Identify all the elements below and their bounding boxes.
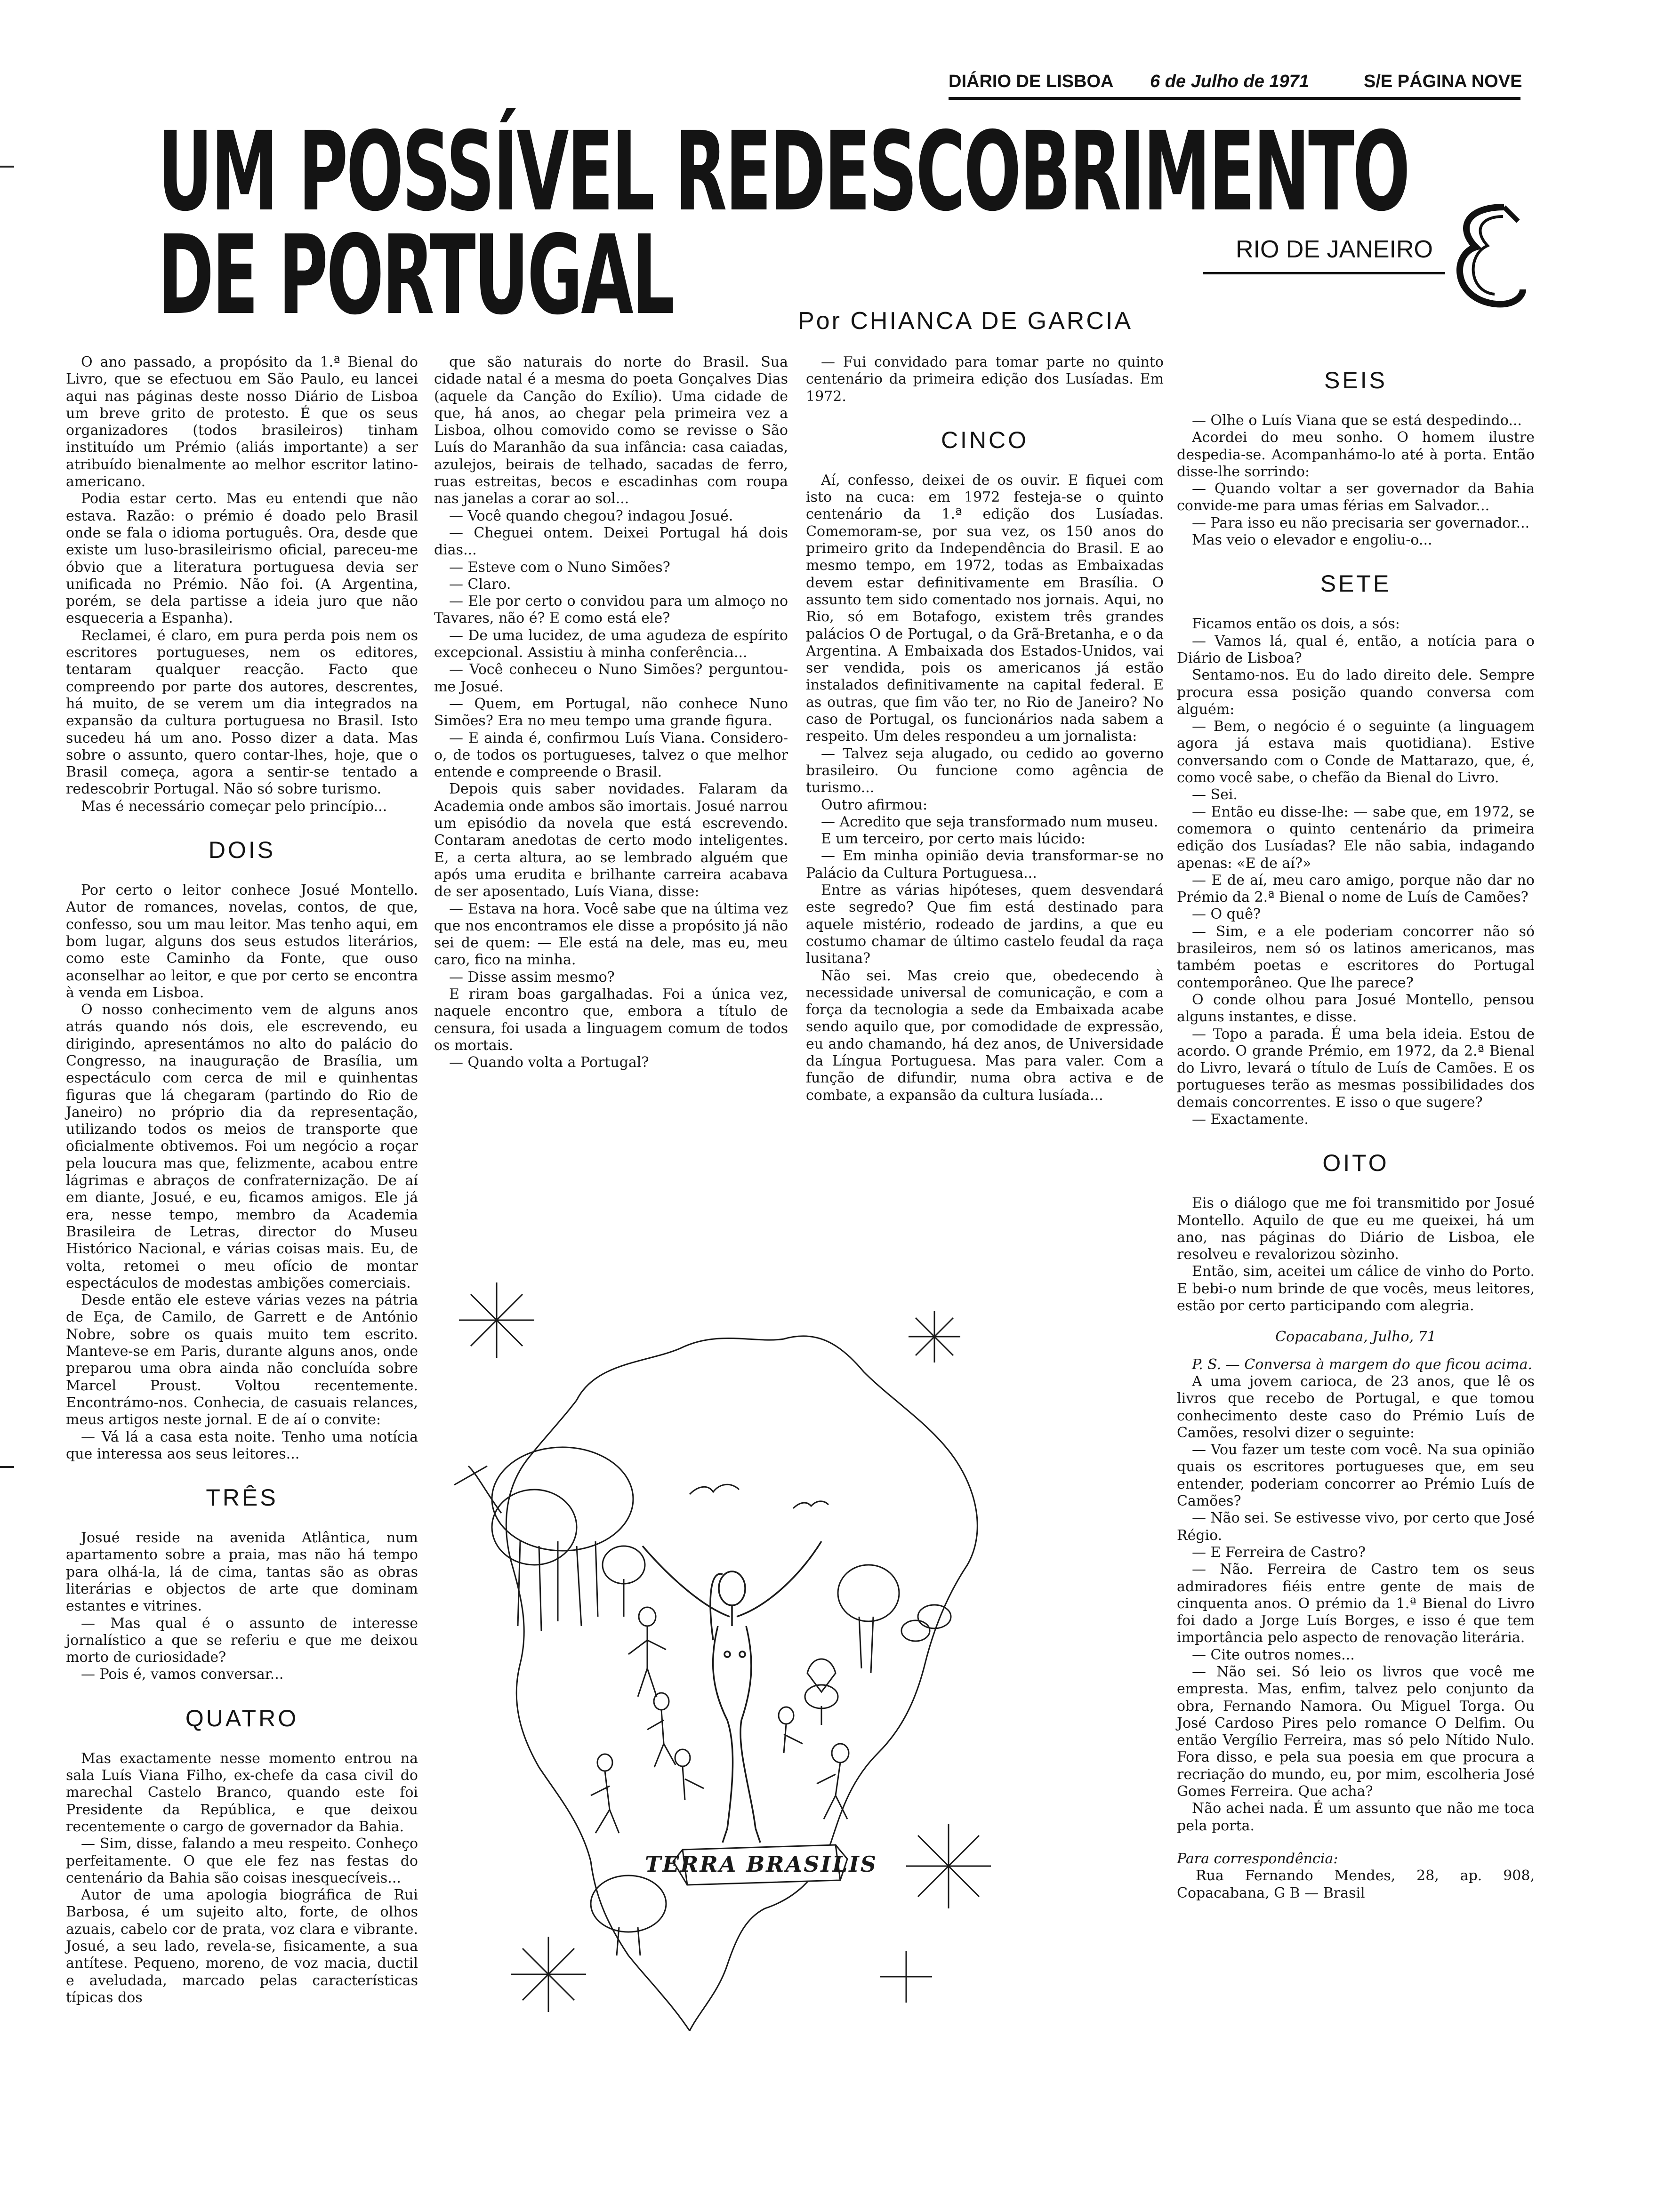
paragraph: Aí, confesso, deixei de os ouvir. E fiquei com isto na cuca: em 1972 festeja-se o quinto centenário da 1.ª edição dos Lusíadas. Comemoram-se, por sua vez, os 150 anos do primeiro grito da Independência do Brasil. E ao mesmo tempo, em 1972, todas as Embaixadas devem estar definitivamente em Brasília. O assunto tem sido comentado nos jornais. Aqui, no Rio, só em Botafogo, existem três grandes palácios O de Portugal, o da Grã-Bretanha, e o da Argentina. A Embaixada dos Estados-Unidos, vai ser vendida, pois os americanos já estão instalados definitivamente na capital federal. E as outras, que fim vão ter, no Rio de Janeiro? No caso de Portugal, os funcionários nada sabem a respeito. Um deles respondeu a um jornalista: [806, 472, 1164, 745]
sunburst-star [459, 1282, 991, 2012]
tree-cluster [492, 1447, 645, 1631]
paragraph: Por certo o leitor conhece Josué Montello. Autor de romances, novelas, contos, de que, confesso, sou um mau leitor. Mas tenho aqui, em bom lugar, alguns dos seus estudos literários, como este Caminho da Fonte, que ouso aconselhar ao leitor, e que por certo se encontra à venda em Lisboa. [66, 882, 418, 1001]
paragraph: — Olhe o Luís Viana que se está despedindo... [1192, 412, 1522, 429]
paragraph: — E de aí, meu caro amigo, porque não dar no Prémio da 2.ª Bienal o nome de Luís de Camões? [1177, 872, 1535, 906]
paragraph: — Você quando chegou? indagou Josué. [449, 507, 733, 524]
paragraph: — Em minha opinião devia transformar-se no Palácio da Cultura Portuguesa... [806, 848, 1164, 882]
paragraph: — Quem, em Portugal, não conhece Nuno Simões? Era no meu tempo uma grande figura. [434, 695, 788, 729]
scan-edge-mark [0, 1466, 14, 1468]
newspaper-name: DIÁRIO DE LISBOA [949, 72, 1114, 91]
paragraph: Entre as várias hipóteses, quem desvendará este segredo? Que fim está destinado para aquele mistério, rodeado de jardins, a que eu costumo chamar de último castelo feudal da raça lusitana? [806, 882, 1164, 967]
section-e-ornament [1448, 202, 1528, 311]
article-column-3 [806, 354, 1164, 1104]
paragraph: — Não sei. Só leio os livros que você me empresta. Mas, enfim, talvez pelo conjunto da obra, Fernando Namora. Ou Miguel Torga. Ou José Cardoso Pires pelo romance O Delfim. Ou então Vergílio Ferreira, mas só pelo Nítido Nulo. Fora disso, e pela sua poesia em que procura a recriação do mundo, eu, por mim, escolheria José Gomes Ferreira. Que acha? [1177, 1664, 1535, 1800]
paragraph: — Esteve com o Nuno Simões? [449, 559, 670, 576]
paragraph: — Quando volta a Portugal? [449, 1054, 649, 1071]
paragraph: — Sim, disse, falando a meu respeito. Conheço perfeitamente. O que ele fez nas festas do centenário da Bahia são coisas inesquecíveis... [66, 1835, 418, 1886]
paragraph: Não sei. Mas creio que, obedecendo à necessidade universal de comunicação, e com a força da tecnologia a sede da Embaixada acabe sendo aquilo que, por comodidade de expressão, eu ando chamando, há dez anos, de Universidade da Língua Portuguesa. Mas para valer. Com a função de difundir, numa obra activa e de combate, a expansão da cultura lusíada... [806, 967, 1164, 1104]
paragraph: — Cite outros nomes... [1192, 1646, 1355, 1663]
paragraph: — Vá lá a casa esta noite. Tenho uma notícia que interessa aos seus leitores... [66, 1428, 418, 1462]
paragraph: — Vou fazer um teste com você. Na sua opinião quais os escritores portugueses que, em seu entender, poderiam concorrer ao Prémio Luís de Camões? [1177, 1442, 1535, 1510]
paragraph: — E Ferreira de Castro? [1192, 1544, 1366, 1561]
paragraph: Autor de uma apologia biográfica de Rui Barbosa, é um sujeito alto, forte, de olhos azuais, cabelo cor de prata, voz clara e vibrante. Josué, a seu lado, revela-se, fisicamente, a sua antítese. Pequeno, moreno, de voz macia, ductil e aveludada, marcado pelas características típicas dos [66, 1887, 418, 2006]
paragraph: — Claro. [449, 576, 511, 593]
paragraph: — Mas qual é o assunto de interesse jornalístico a que se referiu e que me deixou morto de curiosidade? [66, 1615, 418, 1666]
bird [690, 1484, 739, 1494]
page-number: S/E PÁGINA NOVE [1364, 72, 1522, 91]
paragraph: — Cheguei ontem. Deixei Portugal há dois dias... [434, 524, 788, 559]
headline-line-2: DE PORTUGAL [158, 212, 673, 339]
paragraph: Não achei nada. É um assunto que não me toca pela porta. [1177, 1800, 1535, 1834]
paragraph: — Não. Ferreira de Castro tem os seus admiradores fiéis entre gente de mais de cinquenta anos. O prémio da 1.ª Bienal do Livro foi dado a Jorge Luís Borges, e isso é que tem importância pelo aspecto de renovação literária. [1177, 1561, 1535, 1646]
article-column-4 [1177, 354, 1535, 1902]
issue-date: 6 de Julho de 1971 [1150, 72, 1309, 91]
paragraph: — Fui convidado para tomar parte no quinto centenário da primeira edição dos Lusíadas. Em 1972. [806, 354, 1164, 405]
paragraph: — De uma lucidez, de uma agudeza de espírito excepcional. Assistiu à minha conferência... [434, 627, 788, 661]
native-figures [591, 1607, 849, 1833]
section-heading-oito: OITO [1322, 1150, 1389, 1177]
paragraph: Então, sim, aceitei um cálice de vinho do Porto. E bebi-o num brinde de que vocês, meus leitores, estão por certo participando com alegria. [1177, 1263, 1535, 1314]
byline: Por CHIANCA DE GARCIA [798, 307, 1133, 335]
paragraph: Sentamo-nos. Eu do lado direito dele. Sempre procura essa posição quando conversa com alguém: [1177, 667, 1535, 718]
paragraph: Ficamos então os dois, a sós: [1192, 616, 1400, 633]
paragraph: Reclamei, é claro, em pura perda pois nem os escritores portugueses, nem os editores, tentaram qualquer reacção. Facto que compreendo por parte dos autores, descrentes, há muito, de se verem um dia integrados na expansão da cultura portuguesa no Brasil. Isto sucedeu há um ano. Posso dizer a data. Mas sobre o assunto, quero contar-lhes, hoje, que o Brasil começa, agora a sentir-se tentado a redescobrir Portugal. Não só sobre turismo. [66, 627, 418, 798]
paragraph: E riram boas gargalhadas. Foi a única vez, naquele encontro que, embora a título de censura, foi usada a linguagem comum de todos os mortais. [434, 986, 788, 1054]
paragraph: — E ainda é, confirmou Luís Viana. Considero-o, de todos os portugueses, talvez o que melhor entende e compreende o Brasil. [434, 729, 788, 781]
section-heading-seis: SEIS [1324, 367, 1387, 393]
tree-cluster [591, 1565, 951, 1956]
paragraph: — Sei. [1192, 786, 1238, 803]
postscript-heading: P. S. — Conversa à margem do que ficou acima. [1192, 1356, 1533, 1373]
paragraph: Acordei do meu sonho. O homem ilustre despedia-se. Acompanhámo-lo até à porta. Então disse-lhe sorrindo: [1177, 429, 1535, 480]
paragraph: Eis o diálogo que me foi transmitido por Josué Montello. Aquilo de que eu me queixei, há um ano, nas páginas do Diário de Lisboa, ele resolveu e revalorizou sòzinho. [1177, 1195, 1535, 1263]
paragraph: — Estava na hora. Você sabe que na última vez que nos encontramos ele disse a propósito já não sei de quem: — Ele está na dele, mas eu, meu caro, fico na minha. [434, 900, 788, 969]
section-heading-cinco: CINCO [941, 426, 1029, 453]
correspondence-address: Rua Fernando Mendes, 28, ap. 908, Copacabana, G B — Brasil [1177, 1867, 1535, 1901]
paragraph: E um terceiro, por certo mais lúcido: [821, 831, 1086, 848]
section-heading-quatro: QUATRO [185, 1705, 299, 1731]
paragraph: Outro afirmou: [821, 796, 928, 813]
paragraph: — Sim, e a ele poderiam concorrer não só brasileiros, nem só os latinos americanos, mas também poetas e escritores do Portugal contemporâneo. Que lhe parece? [1177, 923, 1535, 991]
paragraph: O conde olhou para Josué Montello, pensou alguns instantes, e disse. [1177, 991, 1535, 1026]
section-heading-dois: DOIS [208, 837, 276, 864]
masthead-rule [949, 97, 1520, 100]
paragraph: — Quando voltar a ser governador da Bahia convide-me para umas férias em Salvador... [1177, 481, 1535, 514]
paragraph: que são naturais do norte do Brasil. Sua cidade natal é a mesma do poeta Gonçalves Dias (aquele da Canção do Exílio). Uma cidade de que, há anos, ao chegar pela primeira vez a Lisboa, olhou comovido como se revisse o São Luís do Maranhão da sua infância: casa caiadas, azulejos, beirais de telhado, sacadas de ferro, ruas estreitas, becos e escadinhas com roupa nas janelas a corar ao sol... [434, 354, 788, 507]
article-column-1 [66, 354, 418, 2006]
paragraph: — Talvez seja alugado, ou cedido ao governo brasileiro. Ou funcione como agência de turismo... [806, 745, 1164, 796]
paragraph: — Topo a parada. É uma bela ideia. Estou de acordo. O grande Prémio, em 1972, da 2.ª Bienal do Livro, levará o título de Luís de Camões. E os portugueses terão as mesmas possibilidades dos demais concorrentes. E isso o que sugere? [1177, 1026, 1535, 1111]
headline [158, 108, 1409, 339]
dateline-rule [1203, 272, 1445, 274]
bird [793, 1501, 828, 1508]
masthead-bar [949, 72, 1520, 95]
paragraph: Mas exactamente nesse momento entrou na sala Luís Viana Filho, ex-chefe da casa civil do marechal Castelo Branco, quando este foi Presidente da República, e que deixou recentemente o cargo de governador da Bahia. [66, 1750, 418, 1835]
paragraph: — Você conheceu o Nuno Simões? perguntou-me Josué. [434, 661, 788, 695]
article-column-2 [434, 354, 788, 1071]
paragraph: — Para isso eu não precisaria ser governador... [1192, 514, 1530, 531]
paragraph: O nosso conhecimento vem de alguns anos atrás quando nós dois, ele escrevendo, eu dirigindo, apresentámos no alto do palácio do Congresso, na inauguração de Brasília, um espectáculo com cerca de mil e quinhentas figuras que lá chegaram (partindo do Rio de Janeiro) no próprio dia da representação, utilizando todos os meios de transporte que oficialmente obtivemos. Foi um negócio a roçar pela loucura mas que, felizmente, acabou entre lágrimas e abraços de confraternização. De aí em diante, Josué, e eu, ficamos amigos. Ele já era, nesse tempo, membro da Academia Brasileira de Letras, director do Museu Histórico Nacional, e várias coisas mais. Eu, de volta, retomei o meu ofício de montar espectáculos de modestas ambições comerciais. [66, 1002, 418, 1291]
headline-line-1: UM POSSÍVEL REDESCOBRIMENTO [158, 108, 1409, 235]
terra-brasilis-illustration [426, 1202, 1038, 2045]
paragraph: Mas veio o elevador e engoliu-o... [1192, 532, 1432, 549]
scan-edge-mark [0, 166, 14, 168]
paragraph: O ano passado, a propósito da 1.ª Bienal do Livro, que se efectuou em São Paulo, eu lancei aqui nas páginas deste nosso Diário de Lisboa um breve grito de protesto. É que os seus organizadores (todos brasileiros) tinham instituído um Prémio (aliás importante) a ser atribuído bienalmente ao melhor escritor latino-americano. [66, 354, 418, 490]
paragraph: Depois quis saber novidades. Falaram da Academia onde ambos são imortais. Josué narrou um episódio da novela que está escrevendo. Contaram anedotas de certo modo inteligentes. E, a certa altura, ao se lembrado alguém que após uma erudita e brilhante carreira acabava de ser aposentado, Luís Viana, disse: [434, 781, 788, 900]
paragraph: — Pois é, vamos conversar... [81, 1666, 284, 1683]
paragraph: — Não sei. Se estivesse vivo, por certo que José Régio. [1177, 1510, 1535, 1544]
banner-text: TERRA BRASILIS [644, 1851, 878, 1877]
paragraph: Josué reside na avenida Atlântica, num apartamento sobre a praia, mas não há tempo para olhá-la, lá de cima, tantas são as obras literárias e objectos de arte que dominam estantes e vitrines. [66, 1530, 418, 1615]
paragraph: — Bem, o negócio é o seguinte (a linguagem agora já estava mais quotidiana). Estive conversando com o Conde de Mattarazo, que, é, como você sabe, o chefão da Bienal do Livro. [1177, 718, 1535, 786]
brazil-map-drawing [426, 1202, 1038, 2045]
dateline: RIO DE JANEIRO [1236, 236, 1433, 263]
section-heading-tres: TRÊS [206, 1484, 278, 1511]
paragraph: — Exactamente. [1192, 1111, 1309, 1128]
paragraph: — Disse assim mesmo? [449, 969, 615, 986]
paragraph: Desde então ele esteve várias vezes na pátria de Eça, de Camilo, de Garrett e de António Nobre, sobre os quais muito tem escrito. Manteve-se em Paris, durante alguns anos, onde preparou uma obra ainda não concluída sobre Marcel Proust. Voltou recentemente. Encontrámo-nos. Conhecia, de casuais relances, meus artigos neste jornal. E de aí o convite: [66, 1292, 418, 1428]
paragraph: Mas é necessário começar pelo princípio... [81, 798, 387, 815]
paragraph: — Então eu disse-lhe: — sabe que, em 1972, se comemora o quinto centenário da primeira edição dos Lusíadas? Ele não sabia, indagando apenas: «E de aí?» [1177, 803, 1535, 872]
brazil-outline [506, 1336, 977, 2031]
section-letter: E [1486, 265, 1489, 269]
paragraph: — Vamos lá, qual é, então, a notícia para o Diário de Lisboa? [1177, 633, 1535, 666]
paragraph: — O quê? [1192, 906, 1261, 923]
allegorical-figure [643, 1541, 821, 1843]
paragraph: — Ele por certo o convidou para um almoço no Tavares, não é? E como está ele? [434, 593, 788, 627]
paragraph: — Acredito que seja transformado num museu. [821, 813, 1158, 830]
paragraph: A uma jovem carioca, de 23 anos, que lê os livros que recebo de Portugal, e que tomou conhecimento deste caso do Prémio Luís de Camões, resolvi dizer o seguinte: [1177, 1373, 1535, 1441]
paragraph: Podia estar certo. Mas eu entendi que não estava. Razão: o prémio é doado pelo Brasil onde se fala o idioma português. Ora, desde que existe um luso-brasileirismo oficial, pareceu-me óbvio que a literatura portuguesa devia ser unificada no Prémio. Não foi. (A Argentina, porém, se dela partisse a ideia juro que não esqueceria a Espanha). [66, 490, 418, 627]
signature-line: Copacabana, Julho, 71 [1275, 1329, 1436, 1346]
correspondence-label: Para correspondência: [1177, 1850, 1338, 1867]
section-heading-sete: SETE [1320, 570, 1392, 597]
